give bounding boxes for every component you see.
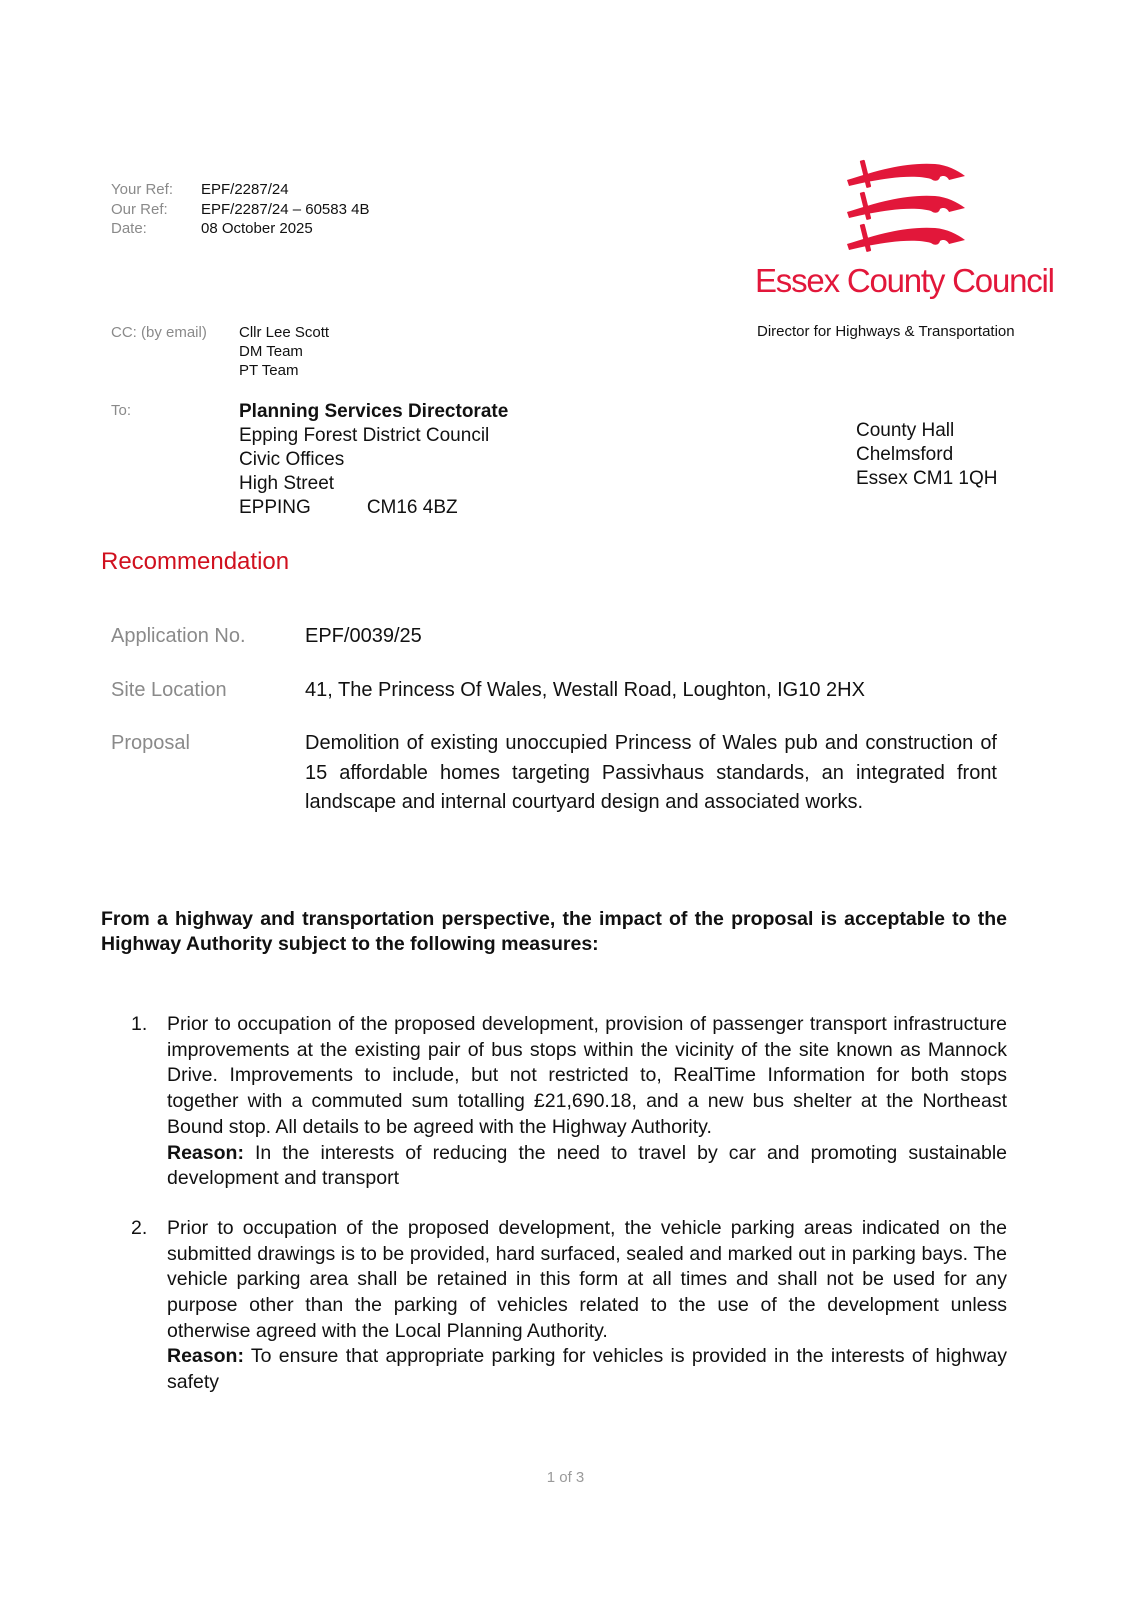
detail-label: Proposal [111, 732, 190, 754]
application-details [111, 622, 997, 842]
reason-label: Reason: [167, 1141, 244, 1164]
address-line: Civic Offices [239, 449, 345, 470]
our-ref-row [111, 200, 369, 220]
detail-row-proposal [111, 729, 997, 818]
sender-address-line: Essex CM1 1QH [856, 468, 998, 489]
cc-recipients [239, 323, 329, 380]
town: EPPING [239, 497, 311, 518]
detail-row-application-no [111, 622, 997, 652]
date-value: 08 October 2025 [201, 220, 313, 237]
condition-body [167, 1012, 1007, 1192]
condition-body [167, 1216, 1007, 1396]
condition-text: Prior to occupation of the proposed development, provision of passenger transport infrastructure improvements at the existing pair of bus stops within the vicinity of the site known as Mannock Drive. Improvements to include, but not restricted to, RealTime Information for both stops together with a commuted sum totalling £21,690.18, and a new bus shelter at the Northeast Bound stop. All details to be agreed with the Highway Authority. [167, 1013, 1007, 1138]
sender-address-line: County Hall [856, 420, 955, 441]
page-number: 1 of 3 [546, 1469, 585, 1486]
cc-block [111, 323, 329, 380]
recommendation-heading: Recommendation [101, 548, 290, 575]
conditions-list [131, 1012, 1007, 1420]
cc-recipient: Cllr Lee Scott [239, 324, 330, 341]
your-ref-label: Your Ref: [111, 181, 173, 198]
condition-number: 1. [131, 1013, 148, 1035]
to-block [111, 400, 508, 520]
impact-statement: From a highway and transportation perspective, the impact of the proposal is acceptable to the Highway Authority subject to the following measures: [101, 908, 1007, 955]
reason-text: To ensure that appropriate parking for vehicles is provided in the interests of highway safety [167, 1345, 1007, 1394]
reason-text: In the interests of reducing the need to travel by car and promoting sustainable development and transport [167, 1141, 1007, 1190]
three-seaxes-icon [843, 158, 968, 258]
your-ref-value: EPF/2287/24 [201, 181, 289, 198]
detail-row-site-location [111, 676, 997, 706]
your-ref-row [111, 180, 369, 200]
recipient-address [239, 400, 508, 520]
reference-block [111, 180, 369, 239]
condition-reason [167, 1344, 1007, 1395]
director-title: Director for Highways & Transportation [757, 323, 1015, 340]
condition-item [131, 1216, 1007, 1396]
condition-text: Prior to occupation of the proposed development, the vehicle parking areas indicated on the submitted drawings is to be provided, hard surfaced, sealed and marked out in parking bays. The vehicle parking area shall be retained in this form at all times and shall not be used for any purpose other than the parking of vehicles related to the use of the development unless otherwise agreed with the Local Planning Authority. [167, 1216, 1007, 1342]
detail-value: Demolition of existing unoccupied Princess of Wales pub and construction of 15 affordable homes targeting Passivhaus standards, an integrated front landscape and internal courtyard design and associated works. [305, 732, 997, 813]
date-label: Date: [111, 220, 147, 237]
our-ref-value: EPF/2287/24 – 60583 4B [201, 200, 370, 218]
condition-reason [167, 1141, 1007, 1192]
sender-address-line: Chelmsford [856, 444, 954, 465]
town-postcode-row [239, 496, 508, 520]
detail-value: EPF/0039/25 [305, 625, 422, 647]
our-ref-label: Our Ref: [111, 200, 168, 218]
date-row [111, 219, 369, 239]
cc-label: CC: (by email) [111, 324, 207, 341]
address-line: Epping Forest District Council [239, 425, 490, 446]
cc-recipient: DM Team [239, 343, 303, 360]
to-label: To: [111, 402, 132, 419]
logo-text: Essex County Council [755, 262, 1054, 299]
recipient-name: Planning Services Directorate [239, 401, 509, 422]
condition-item [131, 1012, 1007, 1192]
condition-number: 2. [131, 1216, 148, 1239]
address-line: High Street [239, 473, 335, 494]
reason-label: Reason: [167, 1345, 244, 1368]
sender-address [856, 419, 997, 491]
postcode: CM16 4BZ [366, 497, 458, 518]
detail-value: 41, The Princess Of Wales, Westall Road, Loughton, IG10 2HX [305, 678, 865, 701]
detail-label: Site Location [111, 678, 227, 701]
cc-recipient: PT Team [239, 362, 299, 379]
essex-county-council-logo [755, 158, 1065, 300]
detail-label: Application No. [111, 625, 246, 647]
